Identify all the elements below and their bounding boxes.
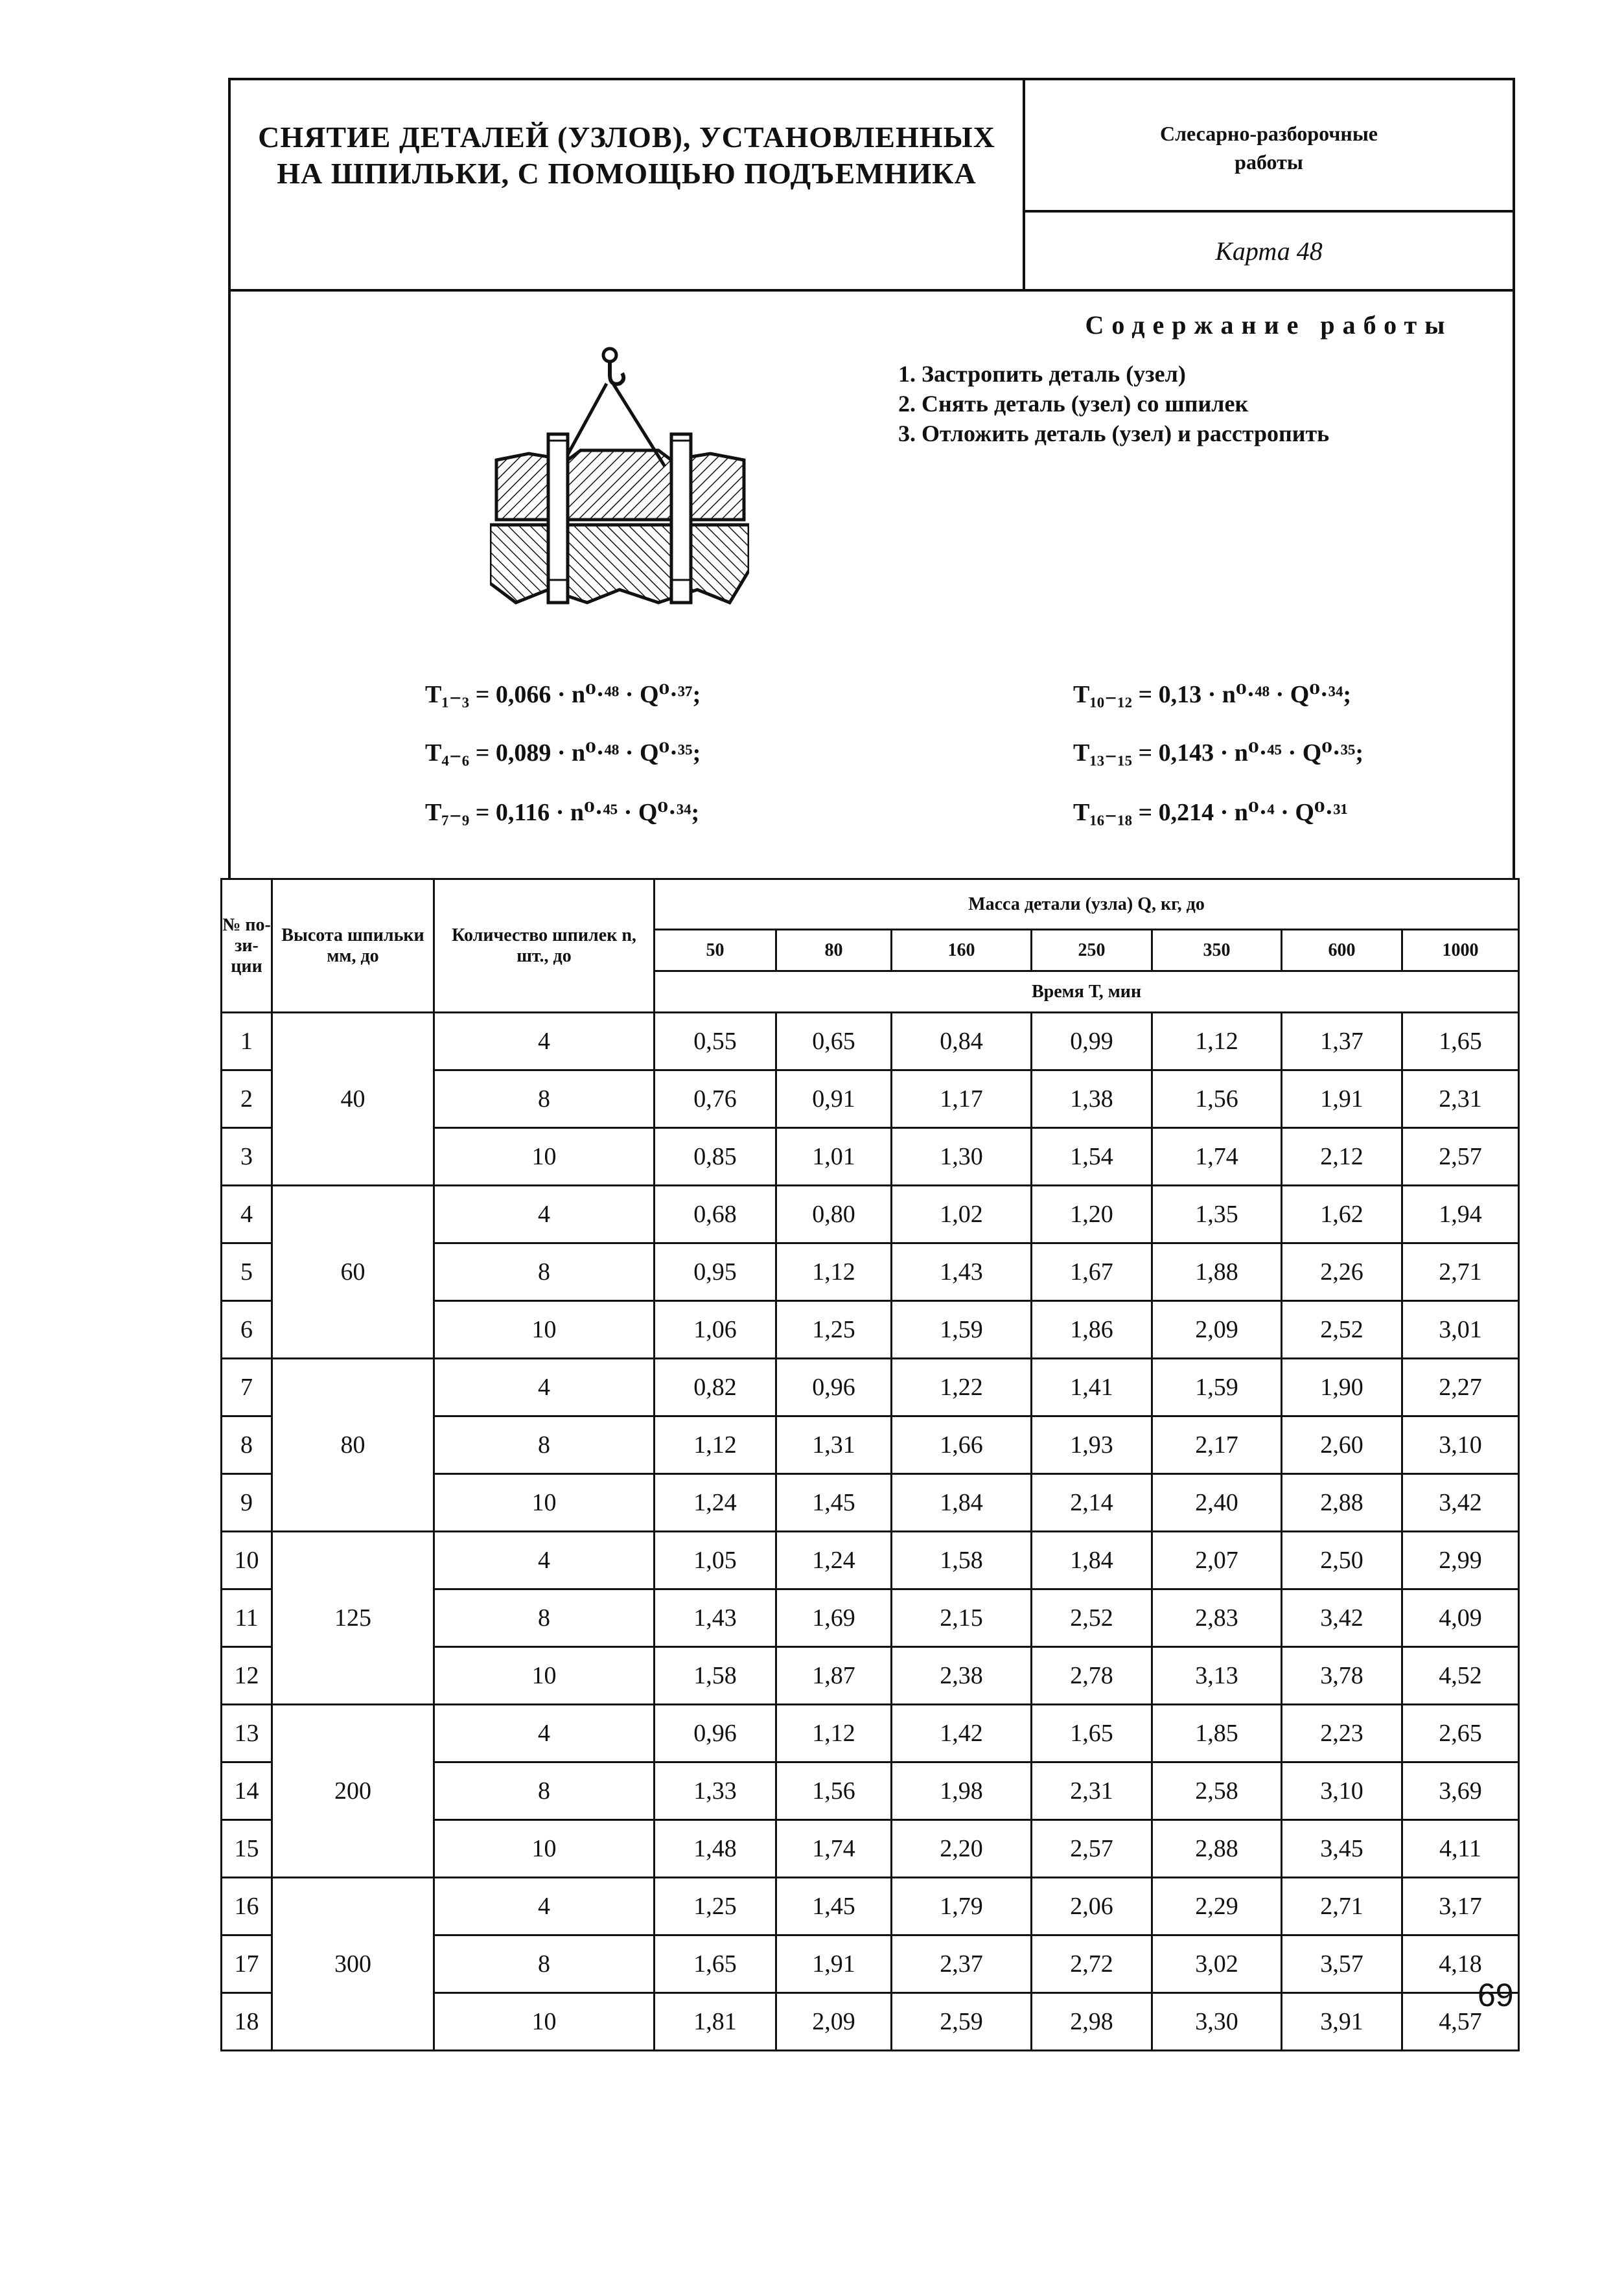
time-cell: 2,40: [1152, 1474, 1282, 1532]
time-cell: 3,30: [1152, 1993, 1282, 2051]
formula-lhs: T₁₃₋₁₅: [1073, 739, 1132, 767]
time-cell: 2,09: [776, 1993, 892, 2051]
count-cell: 4: [434, 1705, 655, 1762]
time-cell: 2,78: [1032, 1647, 1152, 1705]
time-cell: 2,23: [1282, 1705, 1402, 1762]
time-cell: 2,99: [1402, 1532, 1519, 1589]
time-cell: 2,71: [1402, 1243, 1519, 1301]
time-cell: 1,98: [892, 1762, 1032, 1820]
mass-value: 50: [655, 930, 776, 971]
time-cell: 1,93: [1032, 1416, 1152, 1474]
time-cell: 1,65: [655, 1935, 776, 1993]
formula-rhs: = 0,214 · n⁰·⁴ · Q⁰·³¹: [1138, 799, 1348, 826]
time-cell: 2,09: [1152, 1301, 1282, 1359]
height-cell: 60: [272, 1186, 434, 1359]
col-header-count: Количество шпилек n, шт., до: [434, 879, 655, 1013]
time-cell: 1,20: [1032, 1186, 1152, 1243]
time-cell: 3,42: [1402, 1474, 1519, 1532]
formula-rhs: = 0,066 · n⁰·⁴⁸ · Q⁰·³⁷;: [475, 681, 701, 708]
time-cell: 0,76: [655, 1070, 776, 1128]
time-cell: 2,52: [1282, 1301, 1402, 1359]
count-cell: 4: [434, 1359, 655, 1416]
time-cell: 1,56: [1152, 1070, 1282, 1128]
time-cell: 1,84: [1032, 1532, 1152, 1589]
count-cell: 8: [434, 1416, 655, 1474]
table-row: [222, 1013, 1519, 1070]
time-cell: 0,95: [655, 1243, 776, 1301]
title-line: СНЯТИЕ ДЕТАЛЕЙ (УЗЛОВ), УСТАНОВЛЕННЫХ: [258, 121, 995, 154]
count-cell: 8: [434, 1589, 655, 1647]
time-cell: 0,82: [655, 1359, 776, 1416]
time-cell: 1,02: [892, 1186, 1032, 1243]
count-cell: 8: [434, 1070, 655, 1128]
time-cell: 2,20: [892, 1820, 1032, 1878]
position-cell: 9: [222, 1474, 272, 1532]
time-cell: 2,50: [1282, 1532, 1402, 1589]
time-cell: 4,09: [1402, 1589, 1519, 1647]
count-cell: 8: [434, 1243, 655, 1301]
height-cell: 300: [272, 1878, 434, 2051]
header-divider: [1025, 210, 1513, 213]
time-cell: 2,58: [1152, 1762, 1282, 1820]
time-cell: 3,10: [1282, 1762, 1402, 1820]
height-cell: 80: [272, 1359, 434, 1532]
time-cell: 1,66: [892, 1416, 1032, 1474]
time-cell: 1,22: [892, 1359, 1032, 1416]
formula-rhs: = 0,116 · n⁰·⁴⁵ · Q⁰·³⁴;: [475, 799, 700, 826]
time-cell: 3,91: [1282, 1993, 1402, 2051]
time-cell: 1,38: [1032, 1070, 1152, 1128]
work-type-line: работы: [1235, 150, 1303, 174]
time-cell: 1,74: [776, 1820, 892, 1878]
mass-value: 350: [1152, 930, 1282, 971]
time-cell: 3,78: [1282, 1647, 1402, 1705]
time-cell: 1,87: [776, 1647, 892, 1705]
time-cell: 1,45: [776, 1878, 892, 1935]
time-cell: 1,43: [892, 1243, 1032, 1301]
time-cell: 1,30: [892, 1128, 1032, 1186]
time-cell: 2,57: [1402, 1128, 1519, 1186]
time-cell: 1,58: [892, 1532, 1032, 1589]
time-cell: 2,15: [892, 1589, 1032, 1647]
time-cell: 1,84: [892, 1474, 1032, 1532]
time-cell: 2,88: [1282, 1474, 1402, 1532]
time-cell: 1,06: [655, 1301, 776, 1359]
time-cell: 1,88: [1152, 1243, 1282, 1301]
crane-hook-icon: [603, 349, 623, 384]
time-cell: 1,12: [776, 1243, 892, 1301]
time-cell: 1,12: [655, 1416, 776, 1474]
base-body: [490, 525, 749, 603]
time-cell: 2,52: [1032, 1589, 1152, 1647]
time-cell: 1,25: [776, 1301, 892, 1359]
mass-value: 160: [892, 930, 1032, 971]
col-header-height: Высота шпильки мм, до: [272, 879, 434, 1013]
time-cell: 2,06: [1032, 1878, 1152, 1935]
formula: [1073, 679, 1351, 709]
work-content-section: [228, 292, 1515, 878]
time-cell: 2,12: [1282, 1128, 1402, 1186]
formula: [425, 797, 699, 827]
formula-lhs: T₄₋₆: [425, 739, 470, 767]
count-cell: 10: [434, 1647, 655, 1705]
count-cell: 10: [434, 1993, 655, 2051]
position-cell: 16: [222, 1878, 272, 1935]
time-cell: 1,74: [1152, 1128, 1282, 1186]
time-cell: 1,48: [655, 1820, 776, 1878]
time-cell: 1,69: [776, 1589, 892, 1647]
time-cell: 1,42: [892, 1705, 1032, 1762]
formula-lhs: T₇₋₉: [425, 799, 470, 826]
table-row: [222, 1359, 1519, 1416]
position-cell: 4: [222, 1186, 272, 1243]
count-cell: 4: [434, 1878, 655, 1935]
position-cell: 13: [222, 1705, 272, 1762]
time-cell: 0,99: [1032, 1013, 1152, 1070]
time-cell: 2,31: [1402, 1070, 1519, 1128]
height-cell: 125: [272, 1532, 434, 1705]
time-cell: 1,24: [655, 1474, 776, 1532]
document-title: [231, 119, 1023, 192]
formula-rhs: = 0,13 · n⁰·⁴⁸ · Q⁰·³⁴;: [1138, 681, 1352, 708]
time-cell: 1,91: [1282, 1070, 1402, 1128]
time-cell: 2,88: [1152, 1820, 1282, 1878]
time-cell: 2,72: [1032, 1935, 1152, 1993]
time-cell: 3,45: [1282, 1820, 1402, 1878]
time-cell: 0,96: [776, 1359, 892, 1416]
position-cell: 7: [222, 1359, 272, 1416]
stud-right: [671, 434, 691, 603]
time-cell: 0,68: [655, 1186, 776, 1243]
time-cell: 1,59: [1152, 1359, 1282, 1416]
page-number: 69: [1478, 1977, 1514, 2013]
count-cell: 8: [434, 1935, 655, 1993]
time-cell: 1,25: [655, 1878, 776, 1935]
time-cell: 2,98: [1032, 1993, 1152, 2051]
time-cell: 3,42: [1282, 1589, 1402, 1647]
mass-value: 1000: [1402, 930, 1519, 971]
count-cell: 4: [434, 1532, 655, 1589]
time-cell: 1,59: [892, 1301, 1032, 1359]
position-cell: 2: [222, 1070, 272, 1128]
time-cell: 1,90: [1282, 1359, 1402, 1416]
time-cell: 3,17: [1402, 1878, 1519, 1935]
position-cell: 8: [222, 1416, 272, 1474]
position-cell: 3: [222, 1128, 272, 1186]
title-line: НА ШПИЛЬКИ, С ПОМОЩЬЮ ПОДЪЕМНИКА: [277, 157, 977, 190]
formula: [425, 679, 701, 709]
time-cell: 1,94: [1402, 1186, 1519, 1243]
position-cell: 1: [222, 1013, 272, 1070]
time-cell: 1,12: [776, 1705, 892, 1762]
time-cell: 3,01: [1402, 1301, 1519, 1359]
height-cell: 40: [272, 1013, 434, 1186]
formula-lhs: T₁₋₃: [425, 681, 470, 708]
table-row: [222, 1705, 1519, 1762]
mass-value: 600: [1282, 930, 1402, 971]
count-cell: 10: [434, 1128, 655, 1186]
time-cell: 1,24: [776, 1532, 892, 1589]
time-cell: 2,59: [892, 1993, 1032, 2051]
work-steps-list: [898, 359, 1329, 448]
time-cell: 1,17: [892, 1070, 1032, 1128]
work-step: 2. Снять деталь (узел) со шпилек: [898, 391, 1249, 417]
formula-rhs: = 0,089 · n⁰·⁴⁸ · Q⁰·³⁵;: [475, 739, 701, 767]
time-cell: 1,85: [1152, 1705, 1282, 1762]
col-header-time: Время Т, мин: [655, 971, 1519, 1013]
time-cell: 3,69: [1402, 1762, 1519, 1820]
col-header-position: № по-зи-ции: [222, 879, 272, 1013]
mass-value: 250: [1032, 930, 1152, 971]
time-norms-table: [220, 878, 1520, 2051]
time-cell: 1,54: [1032, 1128, 1152, 1186]
time-cell: 1,37: [1282, 1013, 1402, 1070]
time-cell: 0,65: [776, 1013, 892, 1070]
position-cell: 6: [222, 1301, 272, 1359]
work-step: 3. Отложить деталь (узел) и расстропить: [898, 421, 1330, 446]
time-cell: 2,71: [1282, 1878, 1402, 1935]
time-cell: 1,58: [655, 1647, 776, 1705]
time-cell: 2,65: [1402, 1705, 1519, 1762]
table-row: [222, 1532, 1519, 1589]
time-cell: 3,02: [1152, 1935, 1282, 1993]
card-number: Карта 48: [1215, 237, 1323, 266]
time-cell: 2,27: [1402, 1359, 1519, 1416]
formula: [1073, 797, 1348, 827]
time-cell: 2,37: [892, 1935, 1032, 1993]
time-cell: 1,45: [776, 1474, 892, 1532]
time-cell: 4,57: [1402, 1993, 1519, 2051]
time-cell: 2,14: [1032, 1474, 1152, 1532]
time-cell: 0,80: [776, 1186, 892, 1243]
time-cell: 0,84: [892, 1013, 1032, 1070]
time-cell: 4,18: [1402, 1935, 1519, 1993]
content-heading: Содержание работы: [1085, 310, 1453, 340]
time-cell: 1,12: [1152, 1013, 1282, 1070]
time-cell: 4,52: [1402, 1647, 1519, 1705]
position-cell: 10: [222, 1532, 272, 1589]
table-body: [222, 1013, 1519, 2051]
col-header-mass: Масса детали (узла) Q, кг, до: [655, 879, 1519, 930]
position-cell: 14: [222, 1762, 272, 1820]
time-cell: 2,31: [1032, 1762, 1152, 1820]
lifting-diagram-figure: [490, 343, 749, 616]
formula-rhs: = 0,143 · n⁰·⁴⁵ · Q⁰·³⁵;: [1138, 739, 1364, 767]
time-cell: 2,29: [1152, 1878, 1282, 1935]
work-type-line: Слесарно-разборочные: [1159, 122, 1378, 145]
position-cell: 12: [222, 1647, 272, 1705]
height-cell: 200: [272, 1705, 434, 1878]
time-cell: 2,57: [1032, 1820, 1152, 1878]
time-cell: 3,13: [1152, 1647, 1282, 1705]
time-cell: 2,60: [1282, 1416, 1402, 1474]
table-row: [222, 1186, 1519, 1243]
time-cell: 1,81: [655, 1993, 776, 2051]
formula: [425, 737, 701, 767]
count-cell: 10: [434, 1820, 655, 1878]
time-norms-table-wrapper: [220, 878, 1518, 2051]
time-cell: 0,96: [655, 1705, 776, 1762]
time-cell: 1,33: [655, 1762, 776, 1820]
time-cell: 3,10: [1402, 1416, 1519, 1474]
time-cell: 1,41: [1032, 1359, 1152, 1416]
time-cell: 0,55: [655, 1013, 776, 1070]
position-cell: 15: [222, 1820, 272, 1878]
count-cell: 10: [434, 1474, 655, 1532]
time-cell: 2,17: [1152, 1416, 1282, 1474]
time-cell: 1,65: [1402, 1013, 1519, 1070]
work-type: [1025, 119, 1513, 176]
formula: [1073, 737, 1363, 767]
time-cell: 1,01: [776, 1128, 892, 1186]
time-cell: 3,57: [1282, 1935, 1402, 1993]
time-cell: 1,35: [1152, 1186, 1282, 1243]
time-cell: 1,31: [776, 1416, 892, 1474]
position-cell: 5: [222, 1243, 272, 1301]
work-step: 1. Застропить деталь (узел): [898, 361, 1186, 387]
position-cell: 18: [222, 1993, 272, 2051]
formula-lhs: T₁₀₋₁₂: [1073, 681, 1132, 708]
time-cell: 1,05: [655, 1532, 776, 1589]
time-cell: 2,38: [892, 1647, 1032, 1705]
stud-left: [548, 434, 568, 603]
position-cell: 17: [222, 1935, 272, 1993]
time-cell: 0,85: [655, 1128, 776, 1186]
time-cell: 2,26: [1282, 1243, 1402, 1301]
time-cell: 1,67: [1032, 1243, 1152, 1301]
position-cell: 11: [222, 1589, 272, 1647]
count-cell: 4: [434, 1186, 655, 1243]
lifted-part: [496, 450, 744, 520]
time-cell: 1,56: [776, 1762, 892, 1820]
table-row: [222, 1878, 1519, 1935]
time-cell: 1,43: [655, 1589, 776, 1647]
count-cell: 4: [434, 1013, 655, 1070]
time-cell: 2,07: [1152, 1532, 1282, 1589]
time-cell: 4,11: [1402, 1820, 1519, 1878]
card-header: [228, 78, 1515, 292]
count-cell: 10: [434, 1301, 655, 1359]
mass-value: 80: [776, 930, 892, 971]
time-cell: 1,65: [1032, 1705, 1152, 1762]
time-cell: 1,91: [776, 1935, 892, 1993]
time-cell: 0,91: [776, 1070, 892, 1128]
count-cell: 8: [434, 1762, 655, 1820]
time-cell: 1,62: [1282, 1186, 1402, 1243]
time-cell: 2,83: [1152, 1589, 1282, 1647]
formula-lhs: T₁₆₋₁₈: [1073, 799, 1132, 826]
time-cell: 1,86: [1032, 1301, 1152, 1359]
time-cell: 1,79: [892, 1878, 1032, 1935]
